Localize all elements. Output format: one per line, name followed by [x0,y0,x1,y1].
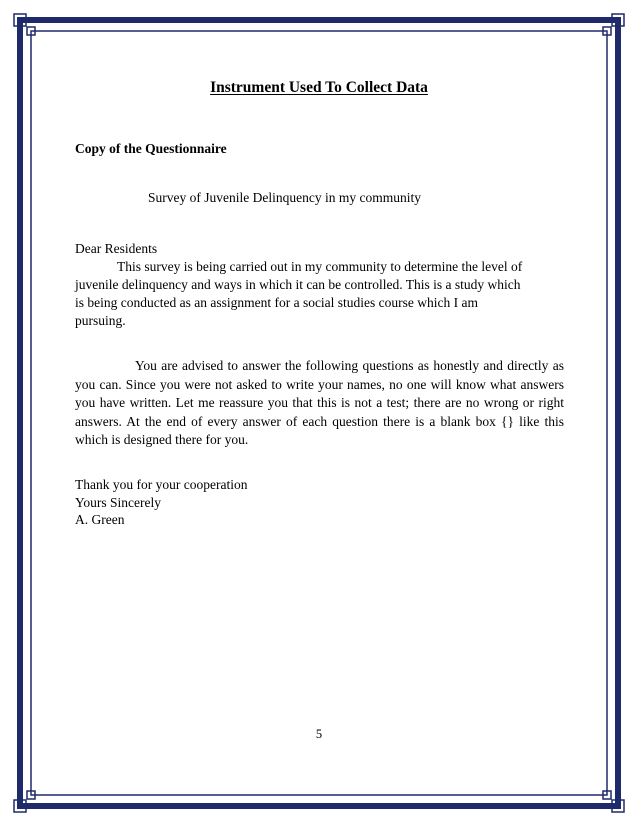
intro-line: is being conducted as an assignment for a social studies course which I am [75,295,479,310]
intro-line: This survey is being carried out in my community to determine the level of [117,259,523,274]
salutation: Dear Residents [75,241,158,256]
page-number: 5 [315,727,323,741]
document-title: Instrument Used To Collect Data [210,79,428,96]
intro-line: pursuing. [75,313,126,328]
closing-signature: A. Green [75,512,125,527]
questionnaire-subheading: Copy of the Questionnaire [75,141,227,156]
intro-line: juvenile delinquency and ways in which it can be controlled. This is a study which [75,277,521,292]
intro-paragraph [75,258,565,330]
survey-title: Survey of Juvenile Delinquency in my community [148,190,421,205]
closing-block [75,476,247,529]
instructions-paragraph: You are advised to answer the following questions as honestly and directly as you can. Since you were not asked to write your names, no one will know what answers you have written. Let me reassure you that this is not a test; there are no wrong or right answers. At the end of every answer of each question there is a blank box {} like this which is designed there for you. [75,358,564,447]
closing-thanks: Thank you for your cooperation [75,477,248,492]
closing-signoff: Yours Sincerely [75,494,162,510]
